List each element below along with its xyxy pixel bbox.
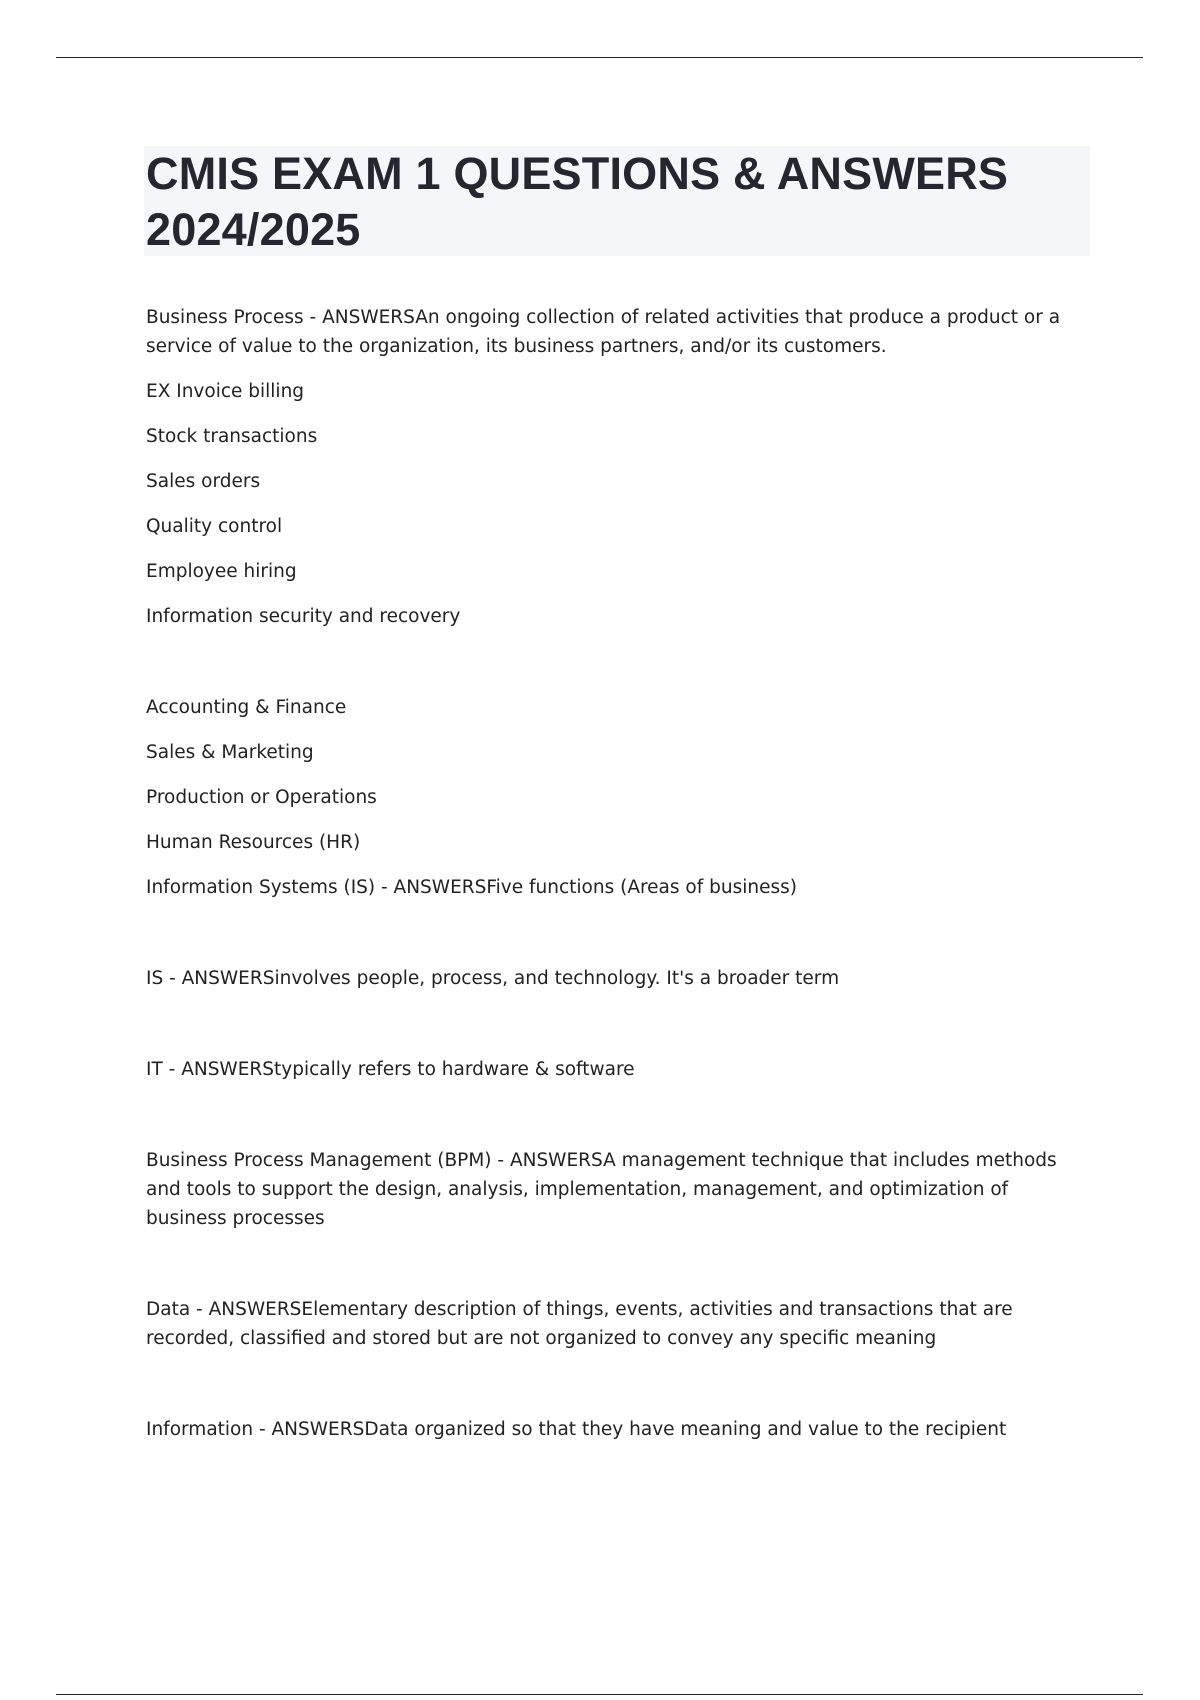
qa-entry: IT - ANSWERStypically refers to hardware & software: [146, 1059, 635, 1080]
list-item: Production or Operations: [146, 787, 377, 808]
list-item: EX Invoice billing: [146, 381, 305, 402]
bottom-rule: [56, 1694, 1143, 1695]
list-item: Quality control: [146, 516, 283, 537]
qa-content: [146, 303, 1076, 1444]
top-rule: [56, 57, 1143, 58]
list-item: Sales orders: [146, 471, 261, 492]
qa-entry: Information - ANSWERSData organized so that they have meaning and value to the recipient: [146, 1419, 1007, 1440]
qa-entry: Information Systems (IS) - ANSWERSFive functions (Areas of business): [146, 877, 797, 898]
list-item: Stock transactions: [146, 426, 318, 447]
qa-entry: Business Process Management (BPM) - ANSWERSA management technique that includes methods and tools to support the design, analysis, implementation, management, and optimization of business processes: [146, 1150, 1063, 1229]
list-item: Sales & Marketing: [146, 742, 314, 763]
qa-entry: IS - ANSWERSinvolves people, process, and technology. It's a broader term: [146, 968, 840, 989]
qa-entry: Business Process - ANSWERSAn ongoing collection of related activities that produce a product or a service of value to the organization, its business partners, and/or its customers.: [146, 307, 1066, 357]
qa-entry: Data - ANSWERSElementary description of things, events, activities and transactions that are recorded, classified and stored but are not organized to convey any specific meaning: [146, 1299, 1019, 1349]
list-item: Information security and recovery: [146, 606, 461, 627]
list-item: Accounting & Finance: [146, 697, 347, 718]
list-item: Human Resources (HR): [146, 832, 361, 853]
page-title: CMIS EXAM 1 QUESTIONS & ANSWERS 2024/2025: [146, 148, 1009, 255]
list-item: Employee hiring: [146, 561, 297, 582]
